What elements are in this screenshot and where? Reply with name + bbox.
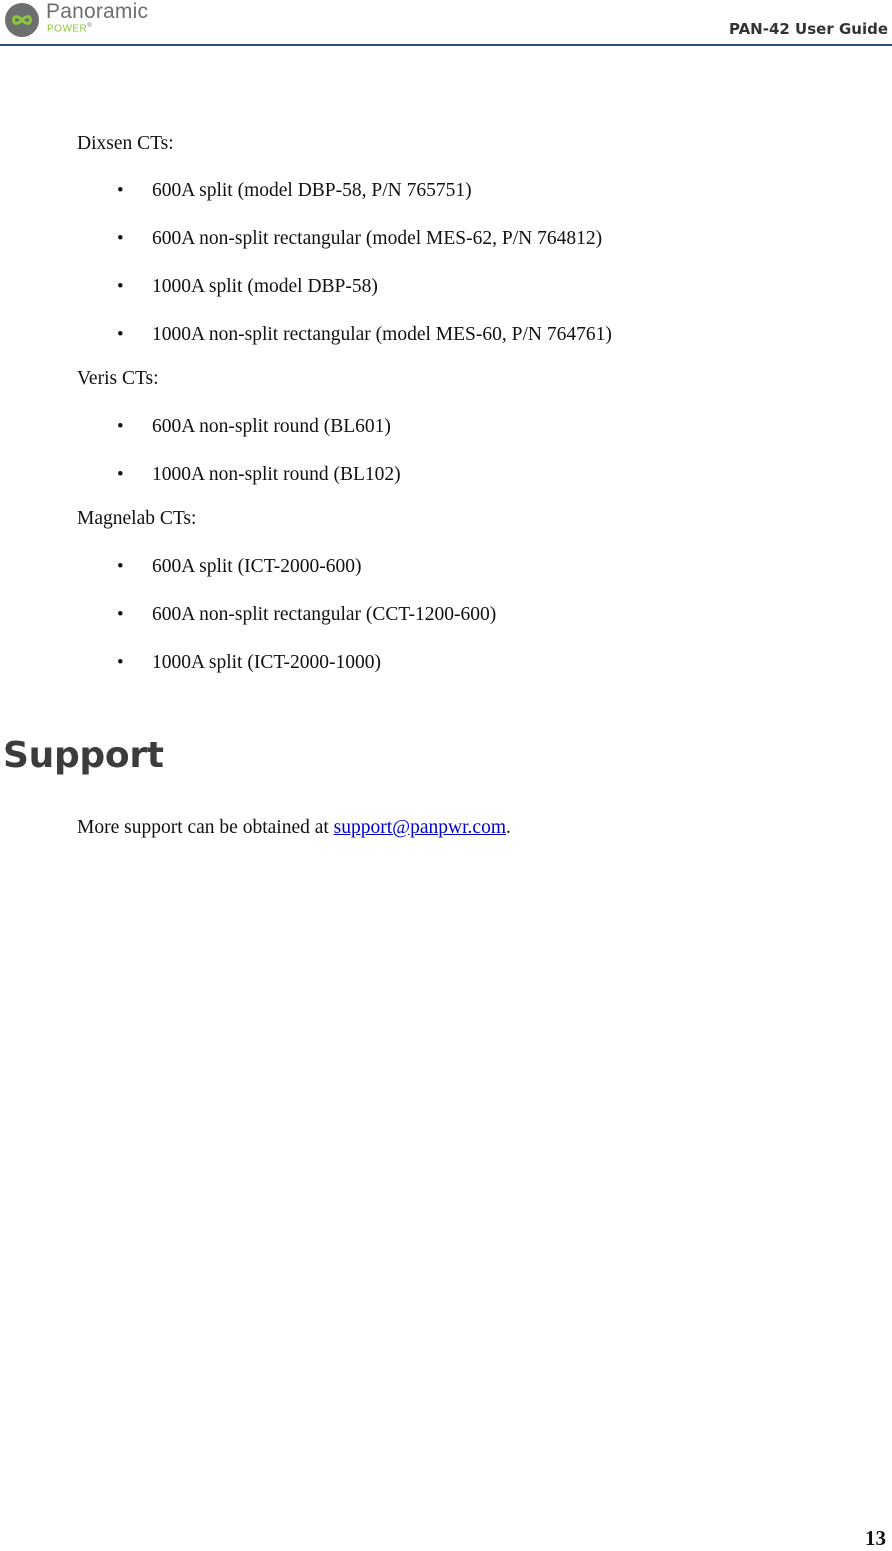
section-label-magnelab: Magnelab CTs:: [77, 508, 197, 529]
list-item: • 600A non-split round (BL601): [77, 413, 877, 441]
magnelab-ct-list: [77, 553, 877, 677]
panoramic-power-logo: [4, 2, 174, 38]
list-item: • 1000A split (ICT-2000-1000): [77, 649, 877, 677]
list-item: • 600A split (ICT-2000-600): [77, 553, 877, 581]
bullet-icon: •: [117, 276, 124, 297]
bullet-icon: •: [117, 416, 124, 437]
ct-lists: [77, 130, 877, 677]
page-number: 13: [865, 1526, 886, 1550]
bullet-icon: •: [117, 180, 124, 201]
logo-subtitle: POWER®: [47, 23, 93, 35]
list-item: • 600A split (model DBP-58, P/N 765751): [77, 177, 877, 205]
list-item: • 1000A split (model DBP-58): [77, 273, 877, 301]
list-item: • 600A non-split rectangular (CCT-1200-600): [77, 601, 877, 629]
list-item: • 1000A non-split round (BL102): [77, 461, 877, 489]
bullet-icon: •: [117, 604, 124, 625]
page-header: [0, 0, 892, 46]
veris-ct-list: [77, 413, 877, 489]
list-item: • 600A non-split rectangular (model MES-62, P/N 764812): [77, 225, 877, 253]
list-item: • 1000A non-split rectangular (model MES-60, P/N 764761): [77, 321, 877, 349]
bullet-icon: •: [117, 228, 124, 249]
bullet-icon: •: [117, 464, 124, 485]
section-label-dixsen: Dixsen CTs:: [77, 133, 174, 154]
bullet-icon: •: [117, 324, 124, 345]
support-email-link[interactable]: support@panpwr.com: [333, 817, 506, 838]
infinity-logo-icon: [4, 2, 40, 38]
section-label-veris: Veris CTs:: [77, 368, 159, 389]
bullet-icon: •: [117, 652, 124, 673]
logo-wordmark: Panoramic: [46, 0, 149, 23]
support-heading: Support: [3, 735, 164, 776]
support-paragraph: More support can be obtained at support@panpwr.com.: [77, 817, 511, 838]
dixsen-ct-list: [77, 177, 877, 349]
bullet-icon: •: [117, 556, 124, 577]
document-title: PAN-42 User Guide: [728, 20, 888, 38]
